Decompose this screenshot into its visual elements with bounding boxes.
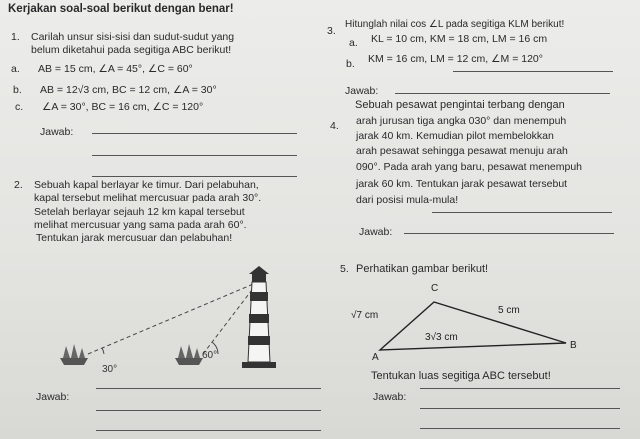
q3-answer-label: Jawab: — [345, 85, 379, 97]
q5-text: Perhatikan gambar berikut! — [356, 263, 489, 275]
q2-line: kapal tersebut melihat mercusuar pada arah 30°. — [34, 192, 262, 204]
q3-a-text: KL = 10 cm, KM = 18 cm, LM = 16 cm — [371, 33, 548, 45]
q1-a-text: AB = 15 cm, ∠A = 45°, ∠C = 60° — [38, 63, 193, 75]
angle-label-30: 30° — [102, 364, 118, 375]
q1-text-line2: belum diketahui pada segitiga ABC berikut! — [31, 44, 232, 56]
angle-label-60: 60° — [202, 350, 218, 361]
q3-a-label: a. — [349, 37, 358, 49]
q1-b-text: AB = 12√3 cm, BC = 12 cm, ∠A = 30° — [40, 84, 217, 96]
q3-b-text: KM = 16 cm, LM = 12 cm, ∠M = 120° — [368, 53, 543, 65]
lighthouse-icon — [242, 266, 276, 368]
q4-answer-line[interactable] — [432, 212, 612, 213]
q1-answer-line[interactable] — [92, 176, 297, 177]
q2-number: 2. — [14, 179, 23, 191]
vertex-c-label: C — [431, 283, 439, 294]
q2-line: Tentukan jarak mercusuar dan pelabuhan! — [36, 232, 233, 244]
q5-number: 5. — [340, 263, 349, 275]
q5-question: Tentukan luas segitiga ABC tersebut! — [371, 370, 551, 382]
q2-line: melihat mercusuar yang sama pada arah 60°. — [34, 219, 247, 231]
vertex-b-label: B — [570, 340, 577, 351]
lighthouse-diagram — [30, 262, 320, 382]
sight-line-30 — [88, 282, 258, 354]
ship-icon — [175, 344, 203, 365]
q5-answer-line[interactable] — [420, 388, 620, 389]
q1-answer-line[interactable] — [92, 155, 297, 156]
q2-line: Sebuah kapal berlayar ke timur. Dari pelabuhan, — [34, 179, 259, 191]
q4-number: 4. — [330, 120, 339, 132]
q2-answer-line[interactable] — [96, 430, 321, 431]
q3-answer-line[interactable] — [395, 93, 610, 94]
q5-answer-line[interactable] — [420, 428, 620, 429]
vertex-a-label: A — [372, 352, 379, 363]
q4-line: jarak 60 km. Tentukan jarak pesawat tersebut — [356, 178, 568, 190]
q4-line: arah pesawat sehingga pesawat menuju arah — [356, 145, 568, 157]
q1-text-line1: Carilah unsur sisi-sisi dan sudut-sudut yang — [31, 31, 235, 43]
q4-line: dari posisi mula-mula! — [356, 194, 459, 206]
q1-number: 1. — [11, 31, 20, 43]
q2-line: Setelah berlayar sejauh 12 km kapal tersebut — [34, 206, 245, 218]
ship-icon — [60, 344, 88, 365]
q1-c-text: ∠A = 30°, BC = 16 cm, ∠C = 120° — [42, 101, 204, 113]
q3-number: 3. — [327, 25, 336, 37]
q1-answer-line[interactable] — [92, 133, 297, 134]
q2-answer-line[interactable] — [96, 410, 321, 411]
q2-answer-line[interactable] — [96, 388, 321, 389]
triangle-abc — [380, 302, 566, 350]
q4-answer-label: Jawab: — [359, 226, 393, 238]
page-heading: Kerjakan soal-soal berikut dengan benar! — [8, 3, 234, 15]
side-bc-label: 5 cm — [498, 305, 520, 316]
q1-c-label: c. — [15, 101, 24, 113]
q1-b-label: b. — [13, 84, 22, 96]
q3-b-label: b. — [346, 58, 355, 70]
q3-answer-line[interactable] — [453, 71, 613, 72]
q4-line: arah jurusan tiga angka 030° dan menempuh — [356, 115, 567, 127]
side-ac-label: √7 cm — [351, 310, 379, 321]
q4-line: 090°. Pada arah yang baru, pesawat menempuh — [356, 161, 583, 173]
q1-answer-label: Jawab: — [40, 126, 74, 138]
triangle-abc-diagram — [350, 276, 600, 366]
q2-answer-label: Jawab: — [36, 391, 70, 403]
q4-answer-line[interactable] — [404, 233, 614, 234]
q4-line: jarak 40 km. Kemudian pilot membelokkan — [356, 130, 554, 142]
q4-line: Sebuah pesawat pengintai terbang dengan — [355, 99, 565, 111]
q5-answer-line[interactable] — [420, 408, 620, 409]
q1-a-label: a. — [11, 63, 20, 75]
side-ab-label: 3√3 cm — [425, 332, 458, 343]
q5-answer-label: Jawab: — [373, 391, 407, 403]
q3-text: Hitunglah nilai cos ∠L pada segitiga KLM berikut! — [345, 19, 565, 30]
